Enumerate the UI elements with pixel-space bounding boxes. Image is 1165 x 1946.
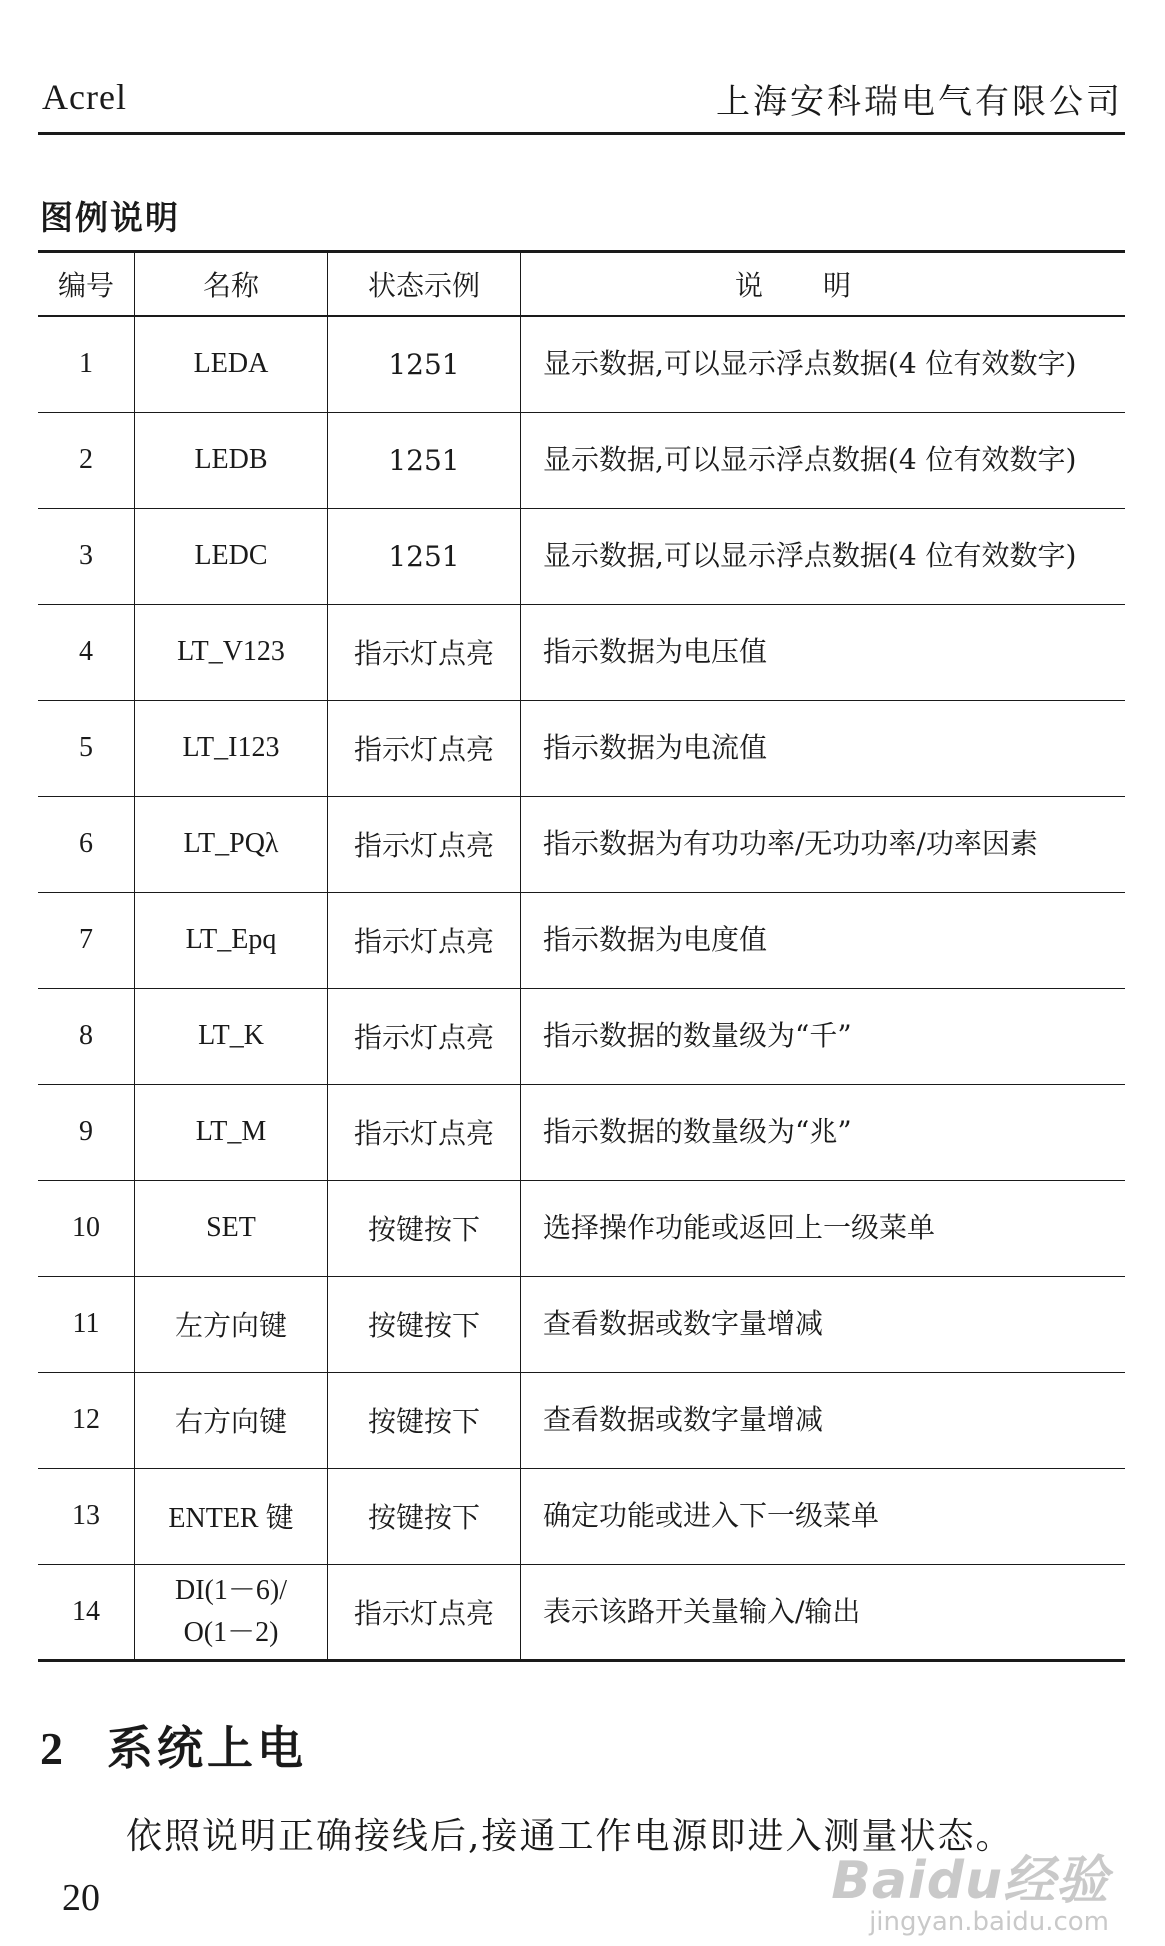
cell-state: 按键按下 [328, 1276, 521, 1372]
cell-name: LT_K [135, 988, 328, 1084]
table-row [38, 316, 1125, 412]
cell-state: 指示灯点亮 [328, 1564, 521, 1660]
header-desc [521, 252, 1126, 317]
header-no: 编号 [38, 252, 135, 317]
cell-name: LT_V123 [135, 604, 328, 700]
cell-name-line1: DI(1－6)/ [175, 1574, 287, 1606]
watermark-url: jingyan.baidu.com [869, 1907, 1109, 1937]
cell-state: 按键按下 [328, 1468, 521, 1564]
cell-name [135, 1564, 328, 1660]
cell-no: 6 [38, 796, 135, 892]
cell-no: 10 [38, 1180, 135, 1276]
cell-state: 指示灯点亮 [328, 604, 521, 700]
table-row [38, 700, 1125, 796]
table-row [38, 892, 1125, 988]
cell-no: 9 [38, 1084, 135, 1180]
table-row [38, 1564, 1125, 1660]
company-name: 上海安科瑞电气有限公司 [716, 82, 1123, 122]
table-row [38, 796, 1125, 892]
cell-desc: 指示数据为电度值 [521, 892, 1126, 988]
cell-state: 1251 [328, 508, 521, 604]
body-paragraph: 依照说明正确接线后,接通工作电源即进入测量状态。 [126, 1816, 1014, 1857]
cell-name: LEDB [135, 412, 328, 508]
cell-desc: 查看数据或数字量增减 [521, 1276, 1126, 1372]
cell-state: 指示灯点亮 [328, 892, 521, 988]
cell-state: 1251 [328, 316, 521, 412]
cell-no: 8 [38, 988, 135, 1084]
cell-name: LT_M [135, 1084, 328, 1180]
cell-state: 指示灯点亮 [328, 988, 521, 1084]
cell-name: LEDA [135, 316, 328, 412]
cell-desc: 显示数据,可以显示浮点数据(4 位有效数字) [521, 316, 1126, 412]
table-row [38, 508, 1125, 604]
table-row [38, 604, 1125, 700]
cell-state: 按键按下 [328, 1372, 521, 1468]
cell-desc: 选择操作功能或返回上一级菜单 [521, 1180, 1126, 1276]
section-heading [40, 1712, 307, 1778]
cell-no: 2 [38, 412, 135, 508]
cell-name: ENTER 键 [135, 1468, 328, 1564]
cell-no: 7 [38, 892, 135, 988]
cell-name: LT_PQλ [135, 796, 328, 892]
cell-state: 指示灯点亮 [328, 700, 521, 796]
cell-no: 4 [38, 604, 135, 700]
table-row [38, 1372, 1125, 1468]
cell-no: 11 [38, 1276, 135, 1372]
cell-no: 12 [38, 1372, 135, 1468]
watermark-logo: Baidu经验 [831, 1851, 1109, 1911]
cell-no: 14 [38, 1564, 135, 1660]
header-state: 状态示例 [328, 252, 521, 317]
cell-state: 指示灯点亮 [328, 1084, 521, 1180]
cell-desc: 指示数据为电流值 [521, 700, 1126, 796]
cell-desc: 表示该路开关量输入/输出 [521, 1564, 1126, 1660]
cell-desc: 显示数据,可以显示浮点数据(4 位有效数字) [521, 508, 1126, 604]
header-name: 名称 [135, 252, 328, 317]
section-title: 系统上电 [107, 1721, 307, 1775]
cell-no: 5 [38, 700, 135, 796]
section-number: 2 [40, 1723, 63, 1774]
cell-state: 指示灯点亮 [328, 796, 521, 892]
legend-title: 图例说明 [40, 198, 180, 237]
cell-name: LT_I123 [135, 700, 328, 796]
cell-no: 13 [38, 1468, 135, 1564]
watermark [831, 1838, 1109, 1937]
legend-table [38, 250, 1125, 1662]
table-row [38, 988, 1125, 1084]
cell-desc: 指示数据的数量级为“千” [521, 988, 1126, 1084]
cell-desc: 指示数据为有功功率/无功功率/功率因素 [521, 796, 1126, 892]
cell-desc: 显示数据,可以显示浮点数据(4 位有效数字) [521, 412, 1126, 508]
brand-name: Acrel [42, 77, 127, 117]
cell-name: LT_Epq [135, 892, 328, 988]
cell-name-line2: O(1－2) [183, 1616, 279, 1648]
table-row [38, 1084, 1125, 1180]
cell-desc: 指示数据为电压值 [521, 604, 1126, 700]
page-number: 20 [62, 1877, 100, 1919]
table-header-row [38, 252, 1125, 317]
page-header [38, 68, 1125, 135]
cell-name: SET [135, 1180, 328, 1276]
cell-state: 按键按下 [328, 1180, 521, 1276]
table-row [38, 1468, 1125, 1564]
cell-desc: 指示数据的数量级为“兆” [521, 1084, 1126, 1180]
header-desc-text: 说明 [734, 269, 911, 302]
table-row [38, 412, 1125, 508]
cell-state: 1251 [328, 412, 521, 508]
cell-desc: 查看数据或数字量增减 [521, 1372, 1126, 1468]
cell-desc: 确定功能或进入下一级菜单 [521, 1468, 1126, 1564]
cell-no: 3 [38, 508, 135, 604]
cell-no: 1 [38, 316, 135, 412]
cell-name: 左方向键 [135, 1276, 328, 1372]
cell-name: LEDC [135, 508, 328, 604]
table-row [38, 1276, 1125, 1372]
cell-name: 右方向键 [135, 1372, 328, 1468]
table-row [38, 1180, 1125, 1276]
